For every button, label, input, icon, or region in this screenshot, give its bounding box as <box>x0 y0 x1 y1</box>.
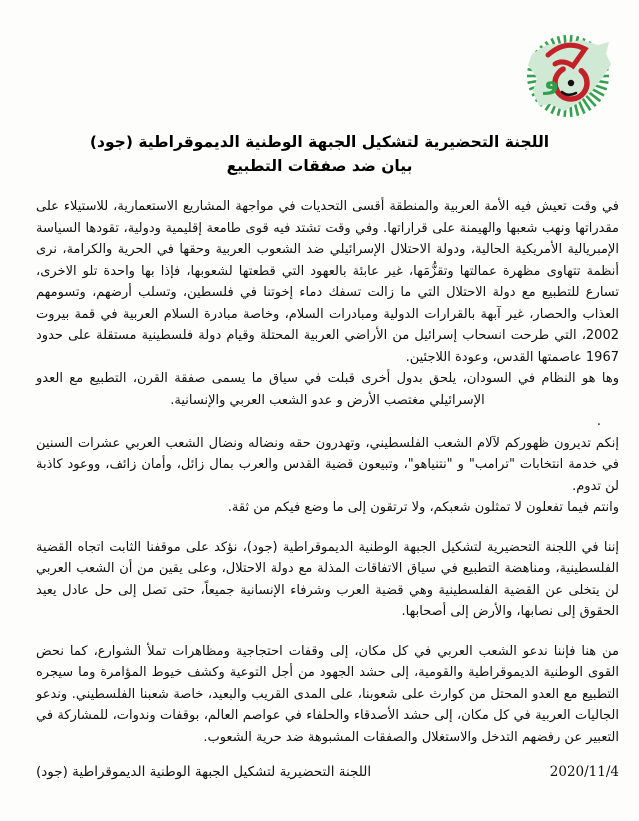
document-footer <box>0 748 639 780</box>
stray-period: . <box>596 414 601 429</box>
document-date: 2020/11/4 <box>549 764 619 780</box>
document-subtitle: بيان ضد صفقات التطبيع <box>226 157 413 175</box>
statement-body <box>0 178 639 748</box>
paragraph-sudan: وها هو النظام في السودان، يلحق بدول أخرى قبلت في سياق ما يسمى صفقة القرن، التطبيع مع العدو الإسرائيلي مغتصب الأرض و عدو الشعب العربي والإنسانية. <box>36 371 619 408</box>
paragraph-accusation: إنكم تديرون ظهوركم لآلام الشعب الفلسطيني، وتهدرون حقه ونضاله ونضال الشعب العربي عشرات السنين في خدمة انتخابات "ترامب" و "نتنياهو"، وتبيعون قضية القدس والعرب بمال زائل، وأمان زائف، ووعود كاذبة لن تدوم. <box>36 435 619 494</box>
paragraph-call-to-action: من هنا فإننا ندعو الشعب العربي في كل مكان، إلى وقفات احتجاجية ومظاهرات تملأ الشوارع، كما نحض القوى الوطنية الديموقراطية والقومية، إلى حشد الجهود من أجل التوعية وكشف خيوط المؤامرة وما سيجره التطبيع مع العدو المحتل من كوارث على شعوبنا، على المدى القريب والبعيد، خاصة شعبنا الفلسطيني. وندعو الجاليات العربية في كل مكان، إلى حشد الأصدقاء والحلفاء في عواصم العالم، بوقفات وندوات، للمشاركة في التعبير عن رفضهم التدخل والاستغلال والصفقات المشبوهة ضد حرية الشعوب. <box>36 643 619 745</box>
paragraph-accusation-2: وانتم فيما تفعلون لا تمثلون شعبكم، ولا ترتقون إلى ما وضع فيكم من ثقة. <box>227 500 619 515</box>
svg-text:و: و <box>544 67 559 95</box>
document-title: اللجنة التحضيرية لتشكيل الجبهة الوطنية الديموقراطية (جود) <box>89 133 550 151</box>
joud-logo-graphic <box>510 34 626 120</box>
paragraph-committee-position: إننا في اللجنة التحضيرية لتشكيل الجبهة الوطنية الديموقراطية (جود)، نؤكد على موقفنا الثابت اتجاه القضية الفلسطينية، ومناهضة التطبيع في سياق الاتفاقات المذلة مع دولة الاحتلال، وعلى يقين من أن الشعب العربي لن يتخلى عن القضية الفلسطينية وهي قضية العرب وشرفاء الإنسانية جميعاً، حتى تصل إلى حل عادل يعيد الحقوق إلى نصابها، والأرض إلى أصحابها. <box>36 539 619 619</box>
joud-logo <box>510 34 626 120</box>
paragraph-intro: في وقت تعيش فيه الأمة العربية والمنطقة أقسى التحديات في مواجهة المشاريع الاستعمارية، للاستيلاء على مقدراتها ونهب شعبها والهيمنة على قراراتها. وفي وقت تشتد فيه قوى طامعة إقليمية ودولية، تقودها السياسة الإمبريالية الأمريكية الحالية، ودولة الاحتلال الإسرائيلي ضد الشعوب العربية وحقها في الحرية والكرامة، نرى أنظمة تتهاوى مظهرة عمالتها وتقزُّمَها، غير عابئة بالعهود التي قطعتها لشعوبها، فإذا بها واحدة تلو الاخرى، تسارع للتطبيع مع دولة الاحتلال التي ما زالت تسفك دماء إخوتنا في فلسطين، وتسلب أرضهم، وتسومهم العذاب والحصار، غير آبهة بالقرارات الدولية ومبادرات السلام، وخاصة مبادرة السلام العربية في قمة بيروت 2002، التي طرحت انسحاب إسرائيل من الأراضي العربية المحتلة وقيام دولة فلسطينية مستقلة على حدود 1967 عاصمتها القدس، وعودة اللاجئين. <box>36 199 619 365</box>
signature-committee-name: اللجنة التحضيرية لتشكيل الجبهة الوطنية الديموقراطية (جود) <box>36 764 372 780</box>
